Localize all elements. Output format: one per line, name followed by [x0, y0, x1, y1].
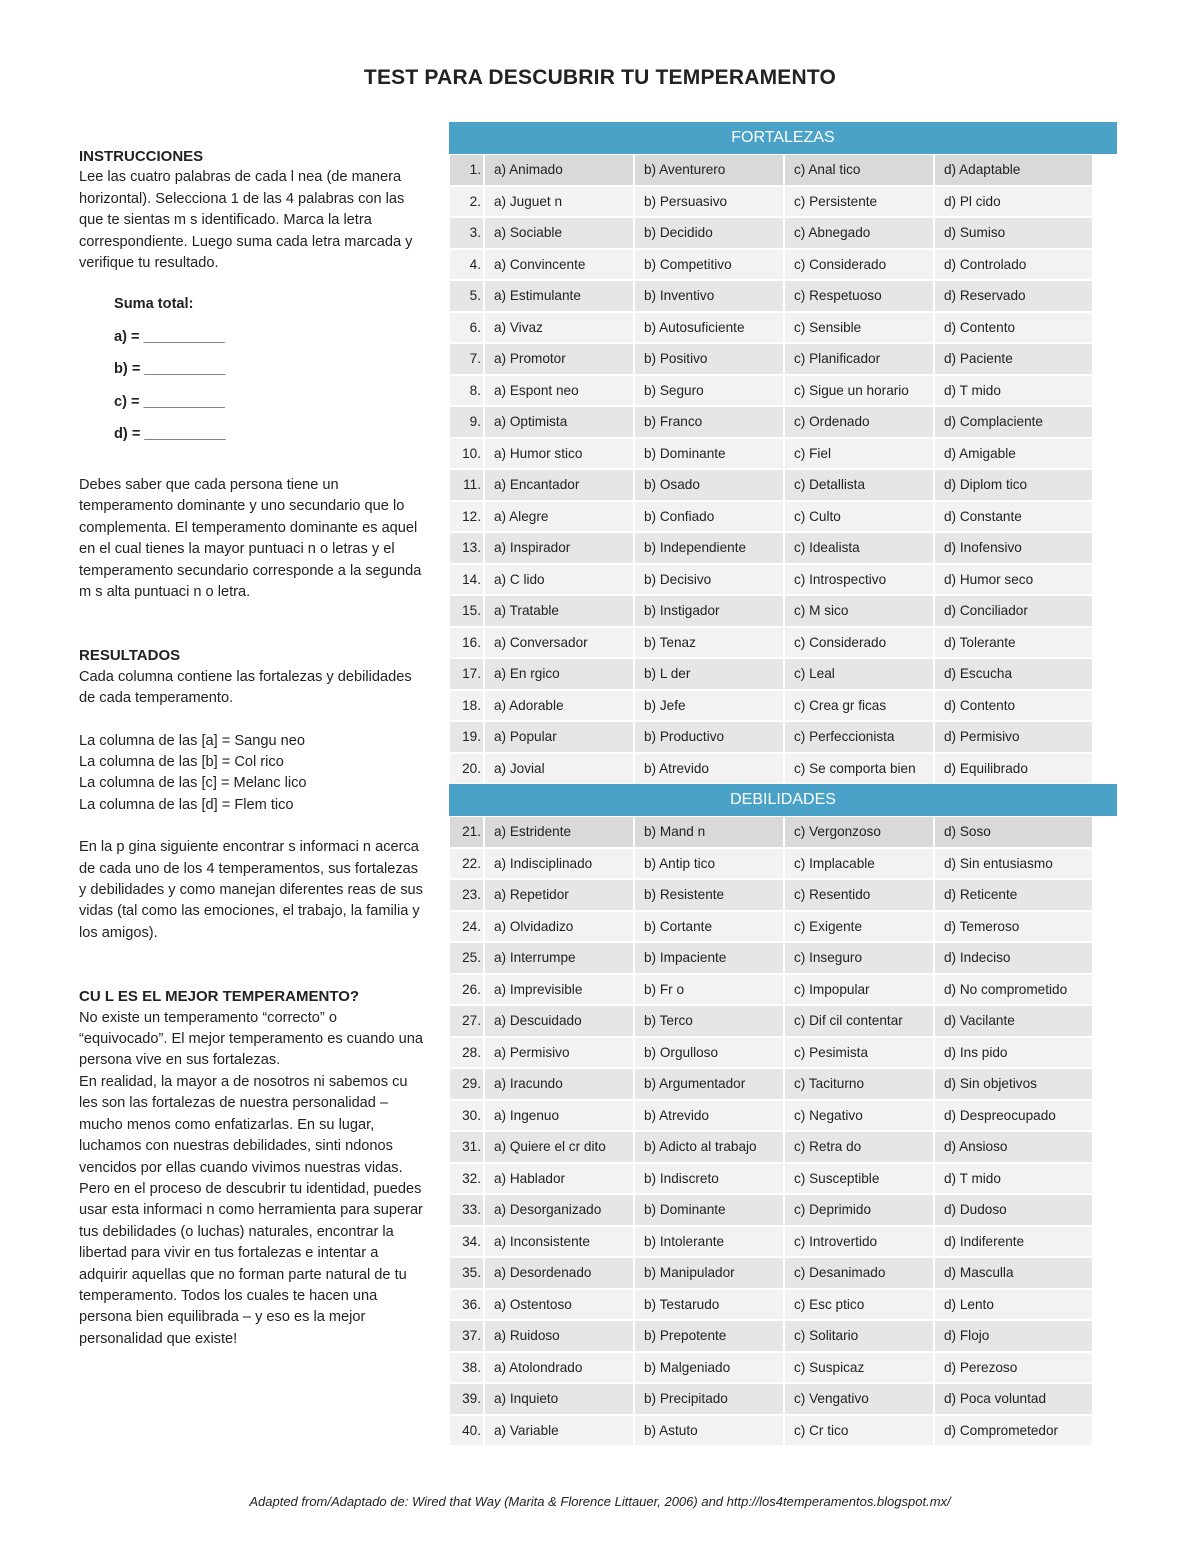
row-number: 31.	[450, 1132, 483, 1162]
option-cell: d) Tolerante	[935, 628, 1092, 658]
option-cell: b) Independiente	[635, 533, 783, 563]
row-number: 2.	[450, 187, 483, 217]
row-number: 10.	[450, 439, 483, 469]
row-number: 33.	[450, 1195, 483, 1225]
option-cell: d) Sin objetivos	[935, 1069, 1092, 1099]
option-cell: c) Idealista	[785, 533, 933, 563]
results-text: Cada columna contiene las fortalezas y debilidades de cada temperamento.	[79, 668, 412, 707]
option-cell: a) Iracundo	[485, 1069, 633, 1099]
option-cell: d) Humor seco	[935, 565, 1092, 595]
option-cell: a) Inquieto	[485, 1384, 633, 1414]
option-cell: b) Manipulador	[635, 1258, 783, 1288]
row-number: 17.	[450, 659, 483, 689]
option-cell: d) Controlado	[935, 250, 1092, 280]
option-cell: d) Sin entusiasmo	[935, 849, 1092, 879]
sum-line-d: d) = __________	[114, 426, 226, 443]
option-cell: a) Descuidado	[485, 1006, 633, 1036]
table-row	[449, 249, 1117, 281]
option-cell: c) Vergonzoso	[785, 817, 933, 847]
option-cell: c) Leal	[785, 659, 933, 689]
row-number: 8.	[450, 376, 483, 406]
table-row	[449, 658, 1117, 690]
option-cell: d) Contento	[935, 313, 1092, 343]
strengths-header: FORTALEZAS	[449, 122, 1117, 154]
row-number: 23.	[450, 880, 483, 910]
option-cell: b) Persuasivo	[635, 187, 783, 217]
results-heading: RESULTADOS	[79, 647, 181, 665]
result-column-b: La columna de las [b] = Col rico	[79, 754, 284, 770]
row-number: 37.	[450, 1321, 483, 1351]
option-cell: c) Susceptible	[785, 1164, 933, 1194]
table-row	[449, 154, 1117, 186]
row-number: 16.	[450, 628, 483, 658]
option-cell: d) Diplom tico	[935, 470, 1092, 500]
table-row	[449, 438, 1117, 470]
option-cell: c) Suspicaz	[785, 1353, 933, 1383]
option-cell: d) No comprometido	[935, 975, 1092, 1005]
option-cell: b) Inventivo	[635, 281, 783, 311]
table-row	[449, 1383, 1117, 1415]
option-cell: d) Amigable	[935, 439, 1092, 469]
table-row	[449, 1037, 1117, 1069]
option-cell: d) T mido	[935, 1164, 1092, 1194]
row-number: 36.	[450, 1290, 483, 1320]
option-cell: c) Deprimido	[785, 1195, 933, 1225]
table-row	[449, 312, 1117, 344]
option-cell: c) Crea gr ficas	[785, 691, 933, 721]
row-number: 20.	[450, 754, 483, 784]
option-cell: c) Resentido	[785, 880, 933, 910]
option-cell: c) Taciturno	[785, 1069, 933, 1099]
option-cell: c) Sigue un horario	[785, 376, 933, 406]
table-row	[449, 1100, 1117, 1132]
table-row	[449, 375, 1117, 407]
option-cell: b) Competitivo	[635, 250, 783, 280]
option-cell: d) Sumiso	[935, 218, 1092, 248]
option-cell: b) Productivo	[635, 722, 783, 752]
option-cell: a) Estridente	[485, 817, 633, 847]
option-cell: c) Vengativo	[785, 1384, 933, 1414]
table-row	[449, 186, 1117, 218]
option-cell: a) Inconsistente	[485, 1227, 633, 1257]
option-cell: b) Franco	[635, 407, 783, 437]
left-column	[79, 146, 429, 1350]
table-row	[449, 343, 1117, 375]
option-cell: c) Perfeccionista	[785, 722, 933, 752]
row-number: 1.	[450, 155, 483, 185]
option-cell: b) Indiscreto	[635, 1164, 783, 1194]
option-cell: a) Estimulante	[485, 281, 633, 311]
option-cell: d) Flojo	[935, 1321, 1092, 1351]
row-number: 29.	[450, 1069, 483, 1099]
row-number: 30.	[450, 1101, 483, 1131]
option-cell: d) Adaptable	[935, 155, 1092, 185]
option-cell: b) Positivo	[635, 344, 783, 374]
option-cell: b) Osado	[635, 470, 783, 500]
table-row	[449, 942, 1117, 974]
option-cell: b) Prepotente	[635, 1321, 783, 1351]
option-cell: c) Pesimista	[785, 1038, 933, 1068]
option-cell: b) Fr o	[635, 975, 783, 1005]
option-cell: c) Persistente	[785, 187, 933, 217]
option-cell: a) Jovial	[485, 754, 633, 784]
option-cell: d) Ins pido	[935, 1038, 1092, 1068]
option-cell: a) En rgico	[485, 659, 633, 689]
option-cell: d) Permisivo	[935, 722, 1092, 752]
dominant-text: Debes saber que cada persona tiene un temperamento dominante y uno secundario que lo complementa. El temperamento dominante es aquel en el cual tienes la mayor puntuaci n o letras y el temperamento secundario corresponde a la segunda m s alta puntuaci n o letra.	[79, 476, 422, 600]
table-row	[449, 217, 1117, 249]
option-cell: d) Soso	[935, 817, 1092, 847]
row-number: 14.	[450, 565, 483, 595]
option-cell: a) Repetidor	[485, 880, 633, 910]
option-cell: d) Temeroso	[935, 912, 1092, 942]
option-cell: b) Terco	[635, 1006, 783, 1036]
option-cell: b) Atrevido	[635, 1101, 783, 1131]
option-cell: d) Reservado	[935, 281, 1092, 311]
weaknesses-header: DEBILIDADES	[449, 784, 1117, 816]
row-number: 39.	[450, 1384, 483, 1414]
option-cell: c) Considerado	[785, 250, 933, 280]
option-cell: c) Implacable	[785, 849, 933, 879]
sum-line-a: a) = __________	[114, 328, 225, 345]
option-cell: a) Inspirador	[485, 533, 633, 563]
row-number: 28.	[450, 1038, 483, 1068]
table-row	[449, 848, 1117, 880]
option-cell: a) Encantador	[485, 470, 633, 500]
option-cell: b) Dominante	[635, 1195, 783, 1225]
option-cell: a) Imprevisible	[485, 975, 633, 1005]
strengths-rows	[449, 154, 1117, 784]
option-cell: d) Escucha	[935, 659, 1092, 689]
table-row	[449, 1005, 1117, 1037]
table-row	[449, 1163, 1117, 1195]
best-heading: CU L ES EL MEJOR TEMPERAMENTO?	[79, 988, 360, 1006]
option-cell: c) Introspectivo	[785, 565, 933, 595]
option-cell: b) L der	[635, 659, 783, 689]
table-row	[449, 627, 1117, 659]
option-cell: b) Adicto al trabajo	[635, 1132, 783, 1162]
option-cell: c) Considerado	[785, 628, 933, 658]
row-number: 32.	[450, 1164, 483, 1194]
option-cell: a) Quiere el cr dito	[485, 1132, 633, 1162]
next-page-text: En la p gina siguiente encontrar s informaci n acerca de cada uno de los 4 temperamentos, sus fortalezas y debilidades y como manejan diferentes reas de sus vidas (tal como las emociones, el trabajo, la familia y los amigos).	[79, 839, 423, 941]
option-cell: b) Resistente	[635, 880, 783, 910]
temperament-table	[449, 122, 1117, 1446]
option-cell: a) Alegre	[485, 502, 633, 532]
row-number: 13.	[450, 533, 483, 563]
option-cell: c) Se comporta bien	[785, 754, 933, 784]
option-cell: d) T mido	[935, 376, 1092, 406]
row-number: 21.	[450, 817, 483, 847]
option-cell: d) Reticente	[935, 880, 1092, 910]
option-cell: c) Negativo	[785, 1101, 933, 1131]
table-row	[449, 1415, 1117, 1447]
table-row	[449, 469, 1117, 501]
option-cell: a) Desorganizado	[485, 1195, 633, 1225]
option-cell: a) Animado	[485, 155, 633, 185]
option-cell: c) Esc ptico	[785, 1290, 933, 1320]
option-cell: a) Adorable	[485, 691, 633, 721]
option-cell: a) Desordenado	[485, 1258, 633, 1288]
row-number: 18.	[450, 691, 483, 721]
row-number: 25.	[450, 943, 483, 973]
row-number: 7.	[450, 344, 483, 374]
option-cell: b) Cortante	[635, 912, 783, 942]
option-cell: b) Malgeniado	[635, 1353, 783, 1383]
table-row	[449, 911, 1117, 943]
sum-label: Suma total:	[114, 296, 194, 313]
option-cell: d) Vacilante	[935, 1006, 1092, 1036]
option-cell: b) Intolerante	[635, 1227, 783, 1257]
option-cell: a) Juguet n	[485, 187, 633, 217]
instructions-text: Lee las cuatro palabras de cada l nea (de manera horizontal). Selecciona 1 de las 4 palabras con las que te sientas m s identificado. Marca la letra correspondiente. Luego suma cada letra marcada y verifique tu resultado.	[79, 169, 413, 272]
result-column-d: La columna de las [d] = Flem tico	[79, 796, 294, 813]
option-cell: c) Introvertido	[785, 1227, 933, 1257]
option-cell: d) Complaciente	[935, 407, 1092, 437]
sum-block	[114, 294, 429, 457]
page-title: TEST PARA DESCUBRIR TU TEMPERAMENTO	[363, 66, 837, 89]
instructions-heading: INSTRUCCIONES	[79, 148, 204, 165]
option-cell: b) Jefe	[635, 691, 783, 721]
option-cell: c) Impopular	[785, 975, 933, 1005]
table-row	[449, 1226, 1117, 1258]
table-row	[449, 1352, 1117, 1384]
option-cell: b) Confiado	[635, 502, 783, 532]
row-number: 6.	[450, 313, 483, 343]
option-cell: a) Ingenuo	[485, 1101, 633, 1131]
option-cell: b) Dominante	[635, 439, 783, 469]
option-cell: a) Indisciplinado	[485, 849, 633, 879]
row-number: 15.	[450, 596, 483, 626]
option-cell: c) Dif cil contentar	[785, 1006, 933, 1036]
option-cell: b) Orgulloso	[635, 1038, 783, 1068]
option-cell: c) Cr tico	[785, 1416, 933, 1446]
option-cell: d) Masculla	[935, 1258, 1092, 1288]
option-cell: a) C lido	[485, 565, 633, 595]
option-cell: a) Hablador	[485, 1164, 633, 1194]
option-cell: b) Instigador	[635, 596, 783, 626]
row-number: 26.	[450, 975, 483, 1005]
option-cell: a) Convincente	[485, 250, 633, 280]
option-cell: b) Impaciente	[635, 943, 783, 973]
row-number: 27.	[450, 1006, 483, 1036]
row-number: 5.	[450, 281, 483, 311]
option-cell: b) Autosuficiente	[635, 313, 783, 343]
option-cell: a) Optimista	[485, 407, 633, 437]
table-row	[449, 1194, 1117, 1226]
table-row	[449, 501, 1117, 533]
option-cell: c) Retra do	[785, 1132, 933, 1162]
row-number: 11.	[450, 470, 483, 500]
table-row	[449, 1320, 1117, 1352]
row-number: 38.	[450, 1353, 483, 1383]
option-cell: d) Inofensivo	[935, 533, 1092, 563]
option-cell: c) Abnegado	[785, 218, 933, 248]
option-cell: c) M sico	[785, 596, 933, 626]
option-cell: c) Anal tico	[785, 155, 933, 185]
row-number: 40.	[450, 1416, 483, 1446]
option-cell: d) Conciliador	[935, 596, 1092, 626]
option-cell: c) Planificador	[785, 344, 933, 374]
result-column-a: La columna de las [a] = Sangu neo	[79, 732, 305, 749]
option-cell: d) Poca voluntad	[935, 1384, 1092, 1414]
table-row	[449, 974, 1117, 1006]
option-cell: d) Perezoso	[935, 1353, 1092, 1383]
option-cell: c) Sensible	[785, 313, 933, 343]
option-cell: b) Decisivo	[635, 565, 783, 595]
option-cell: d) Comprometedor	[935, 1416, 1092, 1446]
option-cell: b) Tenaz	[635, 628, 783, 658]
table-row	[449, 1289, 1117, 1321]
option-cell: d) Lento	[935, 1290, 1092, 1320]
option-cell: a) Espont neo	[485, 376, 633, 406]
table-row	[449, 280, 1117, 312]
row-number: 24.	[450, 912, 483, 942]
table-row	[449, 690, 1117, 722]
option-cell: a) Permisivo	[485, 1038, 633, 1068]
option-cell: d) Dudoso	[935, 1195, 1092, 1225]
table-row	[449, 532, 1117, 564]
option-cell: c) Fiel	[785, 439, 933, 469]
footer-credit: Adapted from/Adaptado de: Wired that Way (Marita & Florence Littauer, 2006) and http://los4temperamentos.blogspot.mx/	[249, 1494, 951, 1509]
best-p3: Pero en el proceso de descubrir tu identidad, puedes usar esta informaci n como herramienta para superar tus debilidades (o luchas) naturales, encontrar la libertad para vivir en tus fortalezas e intentar a adquirir aquellas que no forman parte natural de tu temperamento. Todos los cuales te hacen una persona bien equilibrada – y eso es la mejor personalidad que existe!	[79, 1180, 423, 1347]
option-cell: c) Culto	[785, 502, 933, 532]
option-cell: c) Respetuoso	[785, 281, 933, 311]
sum-line-b: b) = __________	[114, 361, 226, 378]
option-cell: d) Despreocupado	[935, 1101, 1092, 1131]
row-number: 35.	[450, 1258, 483, 1288]
result-column-c: La columna de las [c] = Melanc lico	[79, 775, 307, 792]
row-number: 3.	[450, 218, 483, 248]
option-cell: b) Astuto	[635, 1416, 783, 1446]
option-cell: d) Indeciso	[935, 943, 1092, 973]
option-cell: c) Inseguro	[785, 943, 933, 973]
option-cell: b) Testarudo	[635, 1290, 783, 1320]
option-cell: c) Detallista	[785, 470, 933, 500]
table-row	[449, 1068, 1117, 1100]
option-cell: b) Mand n	[635, 817, 783, 847]
table-row	[449, 564, 1117, 596]
table-row	[449, 595, 1117, 627]
table-row	[449, 753, 1117, 785]
option-cell: a) Popular	[485, 722, 633, 752]
weaknesses-rows	[449, 816, 1117, 1446]
option-cell: a) Olvidadizo	[485, 912, 633, 942]
option-cell: d) Contento	[935, 691, 1092, 721]
option-cell: b) Precipitado	[635, 1384, 783, 1414]
option-cell: d) Ansioso	[935, 1132, 1092, 1162]
option-cell: a) Conversador	[485, 628, 633, 658]
option-cell: a) Promotor	[485, 344, 633, 374]
option-cell: a) Sociable	[485, 218, 633, 248]
option-cell: a) Tratable	[485, 596, 633, 626]
option-cell: d) Pl cido	[935, 187, 1092, 217]
option-cell: a) Variable	[485, 1416, 633, 1446]
table-row	[449, 816, 1117, 848]
option-cell: d) Paciente	[935, 344, 1092, 374]
option-cell: a) Vivaz	[485, 313, 633, 343]
option-cell: a) Interrumpe	[485, 943, 633, 973]
best-p1: No existe un temperamento “correcto” o “equivocado”. El mejor temperamento es cuando una persona vive en sus fortalezas.	[79, 1009, 423, 1069]
table-row	[449, 406, 1117, 438]
row-number: 12.	[450, 502, 483, 532]
row-number: 34.	[450, 1227, 483, 1257]
option-cell: b) Antip tico	[635, 849, 783, 879]
option-cell: c) Desanimado	[785, 1258, 933, 1288]
sum-line-c: c) = __________	[114, 393, 225, 410]
option-cell: b) Seguro	[635, 376, 783, 406]
row-number: 19.	[450, 722, 483, 752]
table-row	[449, 1131, 1117, 1163]
option-cell: c) Ordenado	[785, 407, 933, 437]
option-cell: d) Equilibrado	[935, 754, 1092, 784]
row-number: 9.	[450, 407, 483, 437]
table-row	[449, 721, 1117, 753]
option-cell: a) Ruidoso	[485, 1321, 633, 1351]
option-cell: b) Aventurero	[635, 155, 783, 185]
option-cell: c) Solitario	[785, 1321, 933, 1351]
option-cell: b) Decidido	[635, 218, 783, 248]
row-number: 22.	[450, 849, 483, 879]
option-cell: a) Atolondrado	[485, 1353, 633, 1383]
option-cell: a) Ostentoso	[485, 1290, 633, 1320]
option-cell: a) Humor stico	[485, 439, 633, 469]
best-p2: En realidad, la mayor a de nosotros ni sabemos cu les son las fortalezas de nuestra personalidad – mucho menos como enfatizarlas. En su lugar, luchamos con nuestras debilidades, sinti ndonos vencidos por ellas cuando vivimos nuestras vidas.	[79, 1073, 408, 1176]
table-row	[449, 879, 1117, 911]
option-cell: d) Constante	[935, 502, 1092, 532]
option-cell: d) Indiferente	[935, 1227, 1092, 1257]
table-row	[449, 1257, 1117, 1289]
option-cell: b) Atrevido	[635, 754, 783, 784]
option-cell: b) Argumentador	[635, 1069, 783, 1099]
option-cell: c) Exigente	[785, 912, 933, 942]
row-number: 4.	[450, 250, 483, 280]
